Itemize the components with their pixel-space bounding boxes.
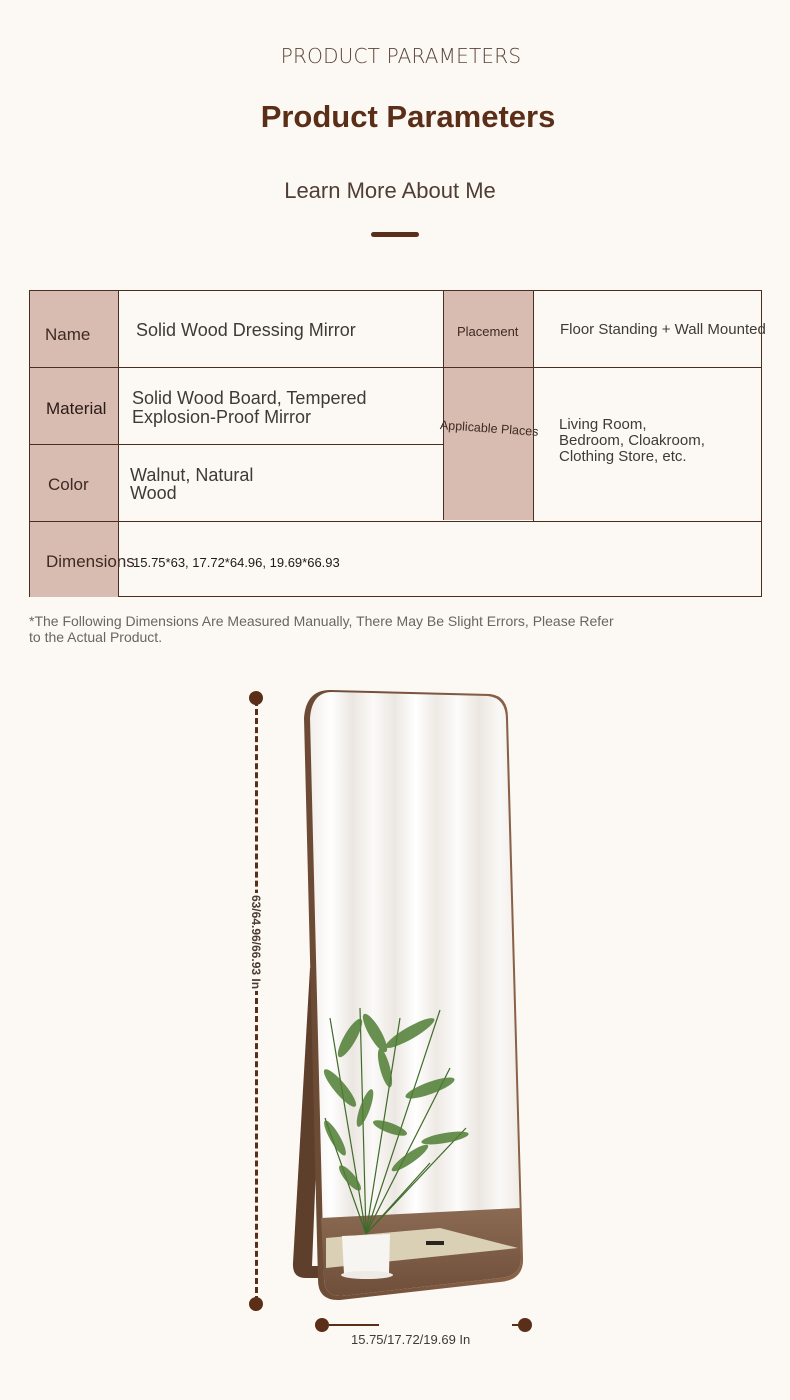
color-label: Color: [48, 475, 89, 494]
placement-label: Placement: [457, 324, 519, 339]
height-label: 63/64.96/66.93 In: [249, 894, 263, 990]
applicable-places-value-line1: Living Room,: [559, 416, 647, 433]
measurement-note-line2: to the Actual Product.: [29, 629, 163, 645]
color-value-line1: Walnut, Natural: [130, 465, 254, 485]
placement-label-cell: [443, 291, 533, 367]
width-left-marker: [315, 1318, 329, 1332]
page-subtitle: Learn More About Me: [284, 178, 496, 203]
mirror-illustration: [290, 688, 530, 1303]
title-divider: [371, 232, 419, 237]
height-bottom-marker: [249, 1297, 263, 1311]
material-label-cell: [30, 367, 118, 444]
dimensions-value-cell: [118, 521, 762, 597]
dimensions-value: 15.75*63, 17.72*64.96, 19.69*66.93: [133, 555, 340, 570]
material-value-line2: Explosion-Proof Mirror: [132, 407, 312, 427]
color-value-cell: [118, 444, 443, 521]
measurement-note: [29, 613, 629, 645]
applicable-places-value-line3: Clothing Store, etc.: [559, 448, 687, 465]
placement-value: Floor Standing + Wall Mounted: [560, 321, 766, 338]
width-label: 15.75/17.72/19.69 In: [351, 1332, 471, 1347]
applicable-places-value-cell: [533, 367, 762, 521]
mirror-image: [290, 688, 530, 1303]
color-label-cell: [30, 444, 118, 521]
applicable-places-label-cell: [439, 367, 539, 520]
measurement-note-line1: *The Following Dimensions Are Measured Manually, There May Be Slight Errors, Please Refer: [29, 613, 614, 629]
rug-mark: [426, 1241, 444, 1245]
width-dimension-line-left: [329, 1324, 379, 1326]
applicable-places-value-line2: Bedroom, Cloakroom,: [559, 432, 705, 449]
applicable-places-label: Applicable Places: [439, 418, 539, 439]
section-eyebrow: PRODUCT PARAMETERS: [280, 44, 522, 68]
width-right-marker: [518, 1318, 532, 1332]
mirror-glass: [310, 692, 521, 1296]
height-dimension-line: [255, 700, 258, 1302]
plant-pot: [342, 1234, 390, 1274]
parameters-table: [29, 290, 766, 597]
dimensions-label: Dimensions: [46, 552, 135, 571]
dimensions-label-cell: [30, 521, 135, 597]
name-label-cell: [30, 291, 118, 367]
name-label: Name: [45, 325, 91, 344]
material-value-cell: [118, 367, 443, 444]
color-value-line2: Wood: [130, 483, 177, 503]
placement-value-cell: [533, 291, 766, 367]
name-value: Solid Wood Dressing Mirror: [136, 320, 356, 340]
page-title: Product Parameters: [260, 99, 556, 134]
material-value-line1: Solid Wood Board, Tempered: [132, 388, 367, 408]
name-value-cell: [118, 291, 443, 367]
material-label: Material: [46, 399, 107, 418]
